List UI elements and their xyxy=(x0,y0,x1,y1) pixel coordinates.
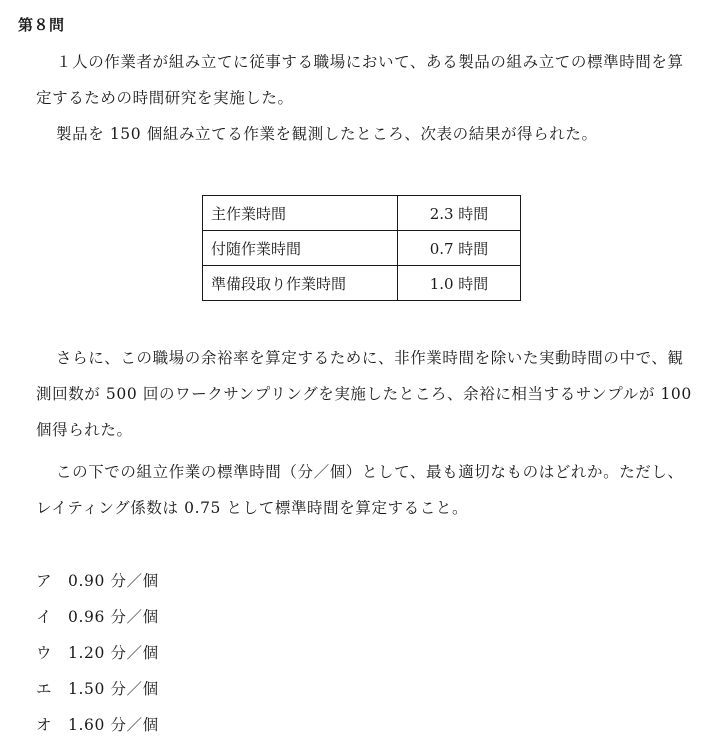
answer-option-a[interactable] xyxy=(36,563,159,599)
option-key: オ xyxy=(36,716,53,734)
question-title: 第８問 xyxy=(18,16,65,34)
observation-table xyxy=(202,195,521,301)
table-cell-value: 2.3 時間 xyxy=(398,196,521,231)
answer-option-u[interactable] xyxy=(36,635,159,671)
option-key: エ xyxy=(36,680,53,698)
table-row xyxy=(203,266,521,301)
answer-option-o[interactable] xyxy=(36,707,159,743)
option-text: 1.20 分／個 xyxy=(68,644,159,662)
question-paragraph-4: この下での組立作業の標準時間（分／個）として、最も適切なものはどれか。ただし、レイティング係数は 0.75 として標準時間を算定すること。 xyxy=(36,463,684,517)
option-key: イ xyxy=(36,608,53,626)
option-text: 0.96 分／個 xyxy=(68,608,159,626)
table-cell-value: 0.7 時間 xyxy=(398,231,521,266)
question-paragraph-1: １人の作業者が組み立てに従事する職場において、ある製品の組み立ての標準時間を算定するための時間研究を実施した。 xyxy=(36,53,684,107)
option-key: ア xyxy=(36,572,53,590)
question-paragraph-3: さらに、この職場の余裕率を算定するために、非作業時間を除いた実動時間の中で、観測回数が 500 回のワークサンプリングを実施したところ、余裕に相当するサンプルが 100 個得られた。 xyxy=(36,349,692,439)
table-cell-label: 主作業時間 xyxy=(203,196,398,231)
option-key: ウ xyxy=(36,644,53,662)
option-text: 1.60 分／個 xyxy=(68,716,159,734)
table-cell-label: 準備段取り作業時間 xyxy=(203,266,398,301)
option-text: 0.90 分／個 xyxy=(68,572,159,590)
answer-options xyxy=(36,563,159,743)
option-text: 1.50 分／個 xyxy=(68,680,159,698)
table-row xyxy=(203,196,521,231)
question-paragraph-2: 製品を 150 個組み立てる作業を観測したところ、次表の結果が得られた。 xyxy=(56,125,598,143)
table-cell-value: 1.0 時間 xyxy=(398,266,521,301)
answer-option-i[interactable] xyxy=(36,599,159,635)
table-cell-label: 付随作業時間 xyxy=(203,231,398,266)
table-row xyxy=(203,231,521,266)
answer-option-e[interactable] xyxy=(36,671,159,707)
